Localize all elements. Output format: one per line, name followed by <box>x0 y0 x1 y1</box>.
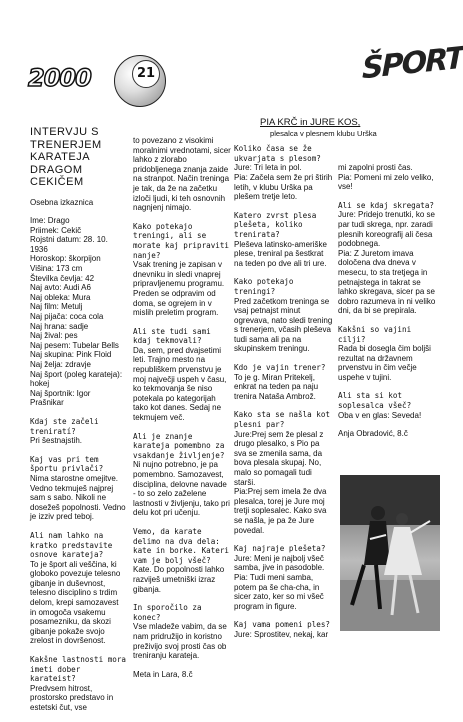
section-title: ŠPORT <box>362 40 463 87</box>
answer: Jure: Meni je najbolj všeč samba, jive in pasodoble. Pia: Tudi meni samba, potem pa še cha-cha, in sicer zato, ker so mi všeč program in figure. <box>234 553 325 611</box>
paragraph: to povezano z visokimi moralnimi vrednotami, sicer lahko z zlorabo pridobljenega znanja zaide na stranpot. Način treninga je tak, da že na začetku izloči ljudi, ki teh osnovnih nagnjenj nimajo. <box>133 136 231 213</box>
article-heading: INTERVJU S TRENERJEM KARATEJA DRAGOM CEKIČEM <box>30 126 102 188</box>
article-subheading: plesalca v plesnem klubu Urška <box>270 128 377 138</box>
question: Kaj najraje plešeta? <box>234 544 326 554</box>
answer: Rada bi dosegla čim boljši rezultat na državnem prvenstvu in čim večje uspehe v tujini. <box>338 344 431 382</box>
answer: Pleševa latinsko-ameriške plese, treniral pa šestkrat na teden po dve ali tri ure. <box>234 239 327 268</box>
answer: Jure:Prej sem že plesal z drugo plesalko, s Pio pa sva se zmenila sama, da bova plesala skupaj. No, malo so pomagali tudi starši. Pia:Prej sem imela že dva plesalca, torej je Jure moj tretji soplesalec. Kako sva se našla, je pa že Jure povedal. <box>234 429 327 535</box>
answer: Pred začetkom treninga se vsaj petnajst minut ogrevava, nato sledi trening s trenerjem, včasih pleševa tudi sama ali pa na skupinskem treningu. <box>234 296 333 354</box>
answer: Kate. Do popolnosti lahko razviješ umetniški izraz gibanja. <box>133 565 225 594</box>
question: Kako potekajo treningi, ali se morate kaj pripraviti nanje? <box>133 221 230 260</box>
answer: Jure: Sprostitev, nekaj, kar <box>234 629 329 639</box>
answer: Da, sem, pred dvajsetimi leti. Trajno mesto na republiškem prvenstvu je moj največji uspeh v času, ko tekmovanja še niso potekala po kategorijah tako kot danes. Sedaj ne tekmujem več. <box>133 345 227 423</box>
issue-number: 21 <box>132 60 160 88</box>
article-heading: PIA KRČ in JURE KOS, <box>260 117 361 128</box>
paragraph: mi zapolni prosti čas. Pia: Pomeni mi zelo veliko, vse! <box>338 163 434 192</box>
question: Ali se kdaj skregata? <box>338 200 435 210</box>
question: In sporočilo za konec? <box>133 603 202 622</box>
answer: To je šport ali veščina, ki globoko povezuje telesno gibanje in duševnost, telesno disciplino s trdim delom, krepi samozavest in omogoča vsakemu posamezniku, da skozi gibanje pokaže svojo zrelost in dovršenost. <box>30 559 121 646</box>
question: Kdaj ste začeli treniratí? <box>30 416 99 436</box>
answer: To je g. Miran Pritekelj, enkrat na teden pa naju trenira Nataša Ambrož. <box>234 372 319 401</box>
question: Kdo je vajin trener? <box>234 363 326 373</box>
answer: Predvsem hitrost, prostorsko predstavo in estetski čut, vse <box>30 683 114 712</box>
answer: Oba v en glas: Seveda! <box>338 410 422 420</box>
answer: Jure: Tri leta in pol. Pia: Začela sem že pri štirih letih, v klubu Urška pa plešem tretje leto. <box>234 163 333 202</box>
question: Kako potekajo treningi? <box>234 277 294 296</box>
question: Kakšne lastnosti mora imeti dober karateist? <box>30 655 127 684</box>
question: Kako sta se našla kot plesni par? <box>234 410 331 430</box>
question: Koliko časa se že ukvarjata s plesom? <box>234 144 321 163</box>
question: Ali je znanje karateja pomembno za vsakdanje življenje? <box>133 431 225 460</box>
question: Katero zvrst plesa plešeta, koliko trenirata? <box>234 210 317 239</box>
question: Vemo, da karate delimo na dva dela: kate in borke. Kateri vam je bolj všeč? <box>133 526 230 565</box>
question: Kaj vas pri tem športu privlači? <box>30 454 104 474</box>
year-title: 2000 <box>28 64 91 92</box>
answer: Vse mladeže vabim, da se nam pridružijo in koristno preživijo svoj prosti čas ob treniranju karateja. <box>133 622 227 661</box>
question: Kakšni so vajini cilji? <box>338 324 412 344</box>
answer: Jure: Pridejo trenutki, ko se par tudi skrega, npr. zaradi plesnih koreografij ali česa podobnega. Pia: Z Juretom imava določena dva dneva v mesecu, to sta tretjega in petnajstega in takrat se lahko skregava, sicer pa se dobro razumeva in ni veliko dni, da bi se prepirala. <box>338 210 436 316</box>
column-interview-karate <box>30 126 126 722</box>
author-signature: Anja Obradović, 8.č <box>338 429 408 439</box>
answer: Pri šestnajstih. <box>30 436 83 446</box>
question: Kaj vama pomeni ples? <box>234 620 331 630</box>
dance-couple-photo <box>340 475 440 631</box>
question: Ali ste tudi sami kdaj tekmovali? <box>133 326 211 346</box>
profile-card: Ime: Drago Priimek: Cekič Rojstni datum: 28. 10. 1936 Horoskop: škorpijon Višina: 173 cm Številka čevlja: 42 Naj avto: Audi A6 Naj obleka: Mura Naj film: Metulj Naj pijača: coca cola Naj hrana: sadje Naj žival: pes Naj pesem: Tubelar Bells Naj skupina: Pink Floid Naj želja: zdravje Naj šport (poleg karateja): hokej Naj športnik: Igor Prašnikar <box>30 216 123 408</box>
answer: Vsak trening je zapisan v dnevniku in sledi vnaprej pripravljenemu programu. Preden se odpravim od doma, se ogrejem in v mislih preletim program. <box>133 260 225 318</box>
question: Ali nam lahko na kratko predstavite osnove karateja? <box>30 530 113 560</box>
question: Ali sta si kot soplesalca všeč? <box>338 391 412 411</box>
answer: Ni nujno potrebno, je pa pomembno. Samozavest, disciplina, delovne navade - to so zelo zaželene lastnosti v življenju, tako pri delu kot pri učenju. <box>133 460 230 518</box>
profile-subheading: Osebna izkaznica <box>30 197 94 207</box>
column-interview-karate-cont <box>133 136 231 688</box>
column-interview-dance-cont <box>338 163 440 448</box>
answer: Nima starostne omejitve. Vedno tekmuješ najprej sam s sabo. Nikoli ne dosežeš popolnosti. Vedno je izziv pred teboj. <box>30 473 126 522</box>
author-signature: Meta in Lara, 8.č <box>133 669 193 679</box>
